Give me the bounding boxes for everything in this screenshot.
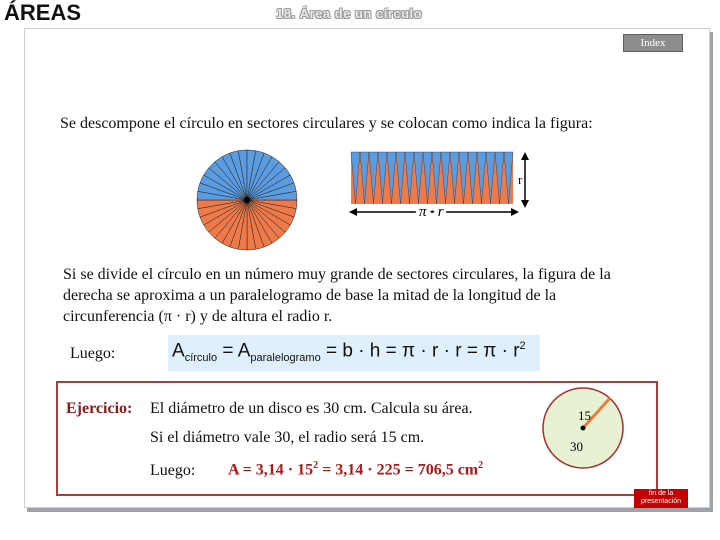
disc-figure [538, 383, 628, 473]
arrowhead-down-icon [521, 200, 529, 208]
base-label: π · r [419, 204, 444, 220]
sectored-circle-figure [195, 148, 299, 252]
formula-sub-circulo: círculo [184, 352, 218, 365]
end-button-line1: fin de la [648, 490, 674, 497]
formula-rest: = b · h = π · r · r = π · r [320, 340, 520, 362]
end-presentation-button[interactable] [634, 489, 688, 508]
slide-title: 18. Área de un círculo [276, 6, 423, 21]
circle-center [244, 197, 250, 203]
formula-exponent: 2 [519, 340, 526, 352]
luego-label: Luego: [70, 345, 116, 362]
result-unit-exponent: 2 [478, 460, 484, 471]
arrowhead-right-icon [511, 208, 519, 216]
radius-label: r [518, 172, 523, 187]
result-exponent: 2 [313, 460, 319, 471]
result-main: A = 3,14 · 15 [228, 461, 314, 479]
exercise-label: Ejercicio: [66, 400, 133, 417]
area-formula [172, 340, 526, 364]
arrowhead-up-icon [521, 152, 529, 160]
sectors-parallelogram-figure [345, 148, 545, 230]
disc-diameter-label: 30 [570, 439, 583, 454]
disc-center [581, 426, 586, 431]
result-tail: = 3,14 · 225 = 706,5 cm [318, 461, 479, 479]
index-button[interactable]: Index [623, 34, 683, 52]
exercise-statement: El diámetro de un disco es 30 cm. Calcula su área. [150, 400, 473, 417]
exercise-radius-line: Si el diámetro vale 30, el radio será 15 cm. [150, 429, 425, 446]
exercise-luego: Luego: [150, 462, 196, 479]
formula-sub-paralelogramo: paralelogramo [250, 352, 321, 365]
app-title: ÁREAS [4, 0, 82, 25]
formula-a1: A [172, 340, 185, 362]
disc-radius-label: 15 [578, 408, 591, 423]
explanation-paragraph: Si se divide el círculo en un número muy grande de sectores circulares, la figura de la derecha se aproxima a un paralelogramo de base la mitad de la longitud de la circunferencia (π · r) y de altura el radio r. [63, 266, 611, 325]
arrowhead-left-icon [349, 208, 357, 216]
formula-eq1: = A [217, 340, 251, 362]
end-button-line2: presentación [640, 498, 682, 505]
intro-paragraph: Se descompone el círculo en sectores circulares y se colocan como indica la figura: [60, 115, 593, 132]
exercise-result [228, 460, 483, 479]
